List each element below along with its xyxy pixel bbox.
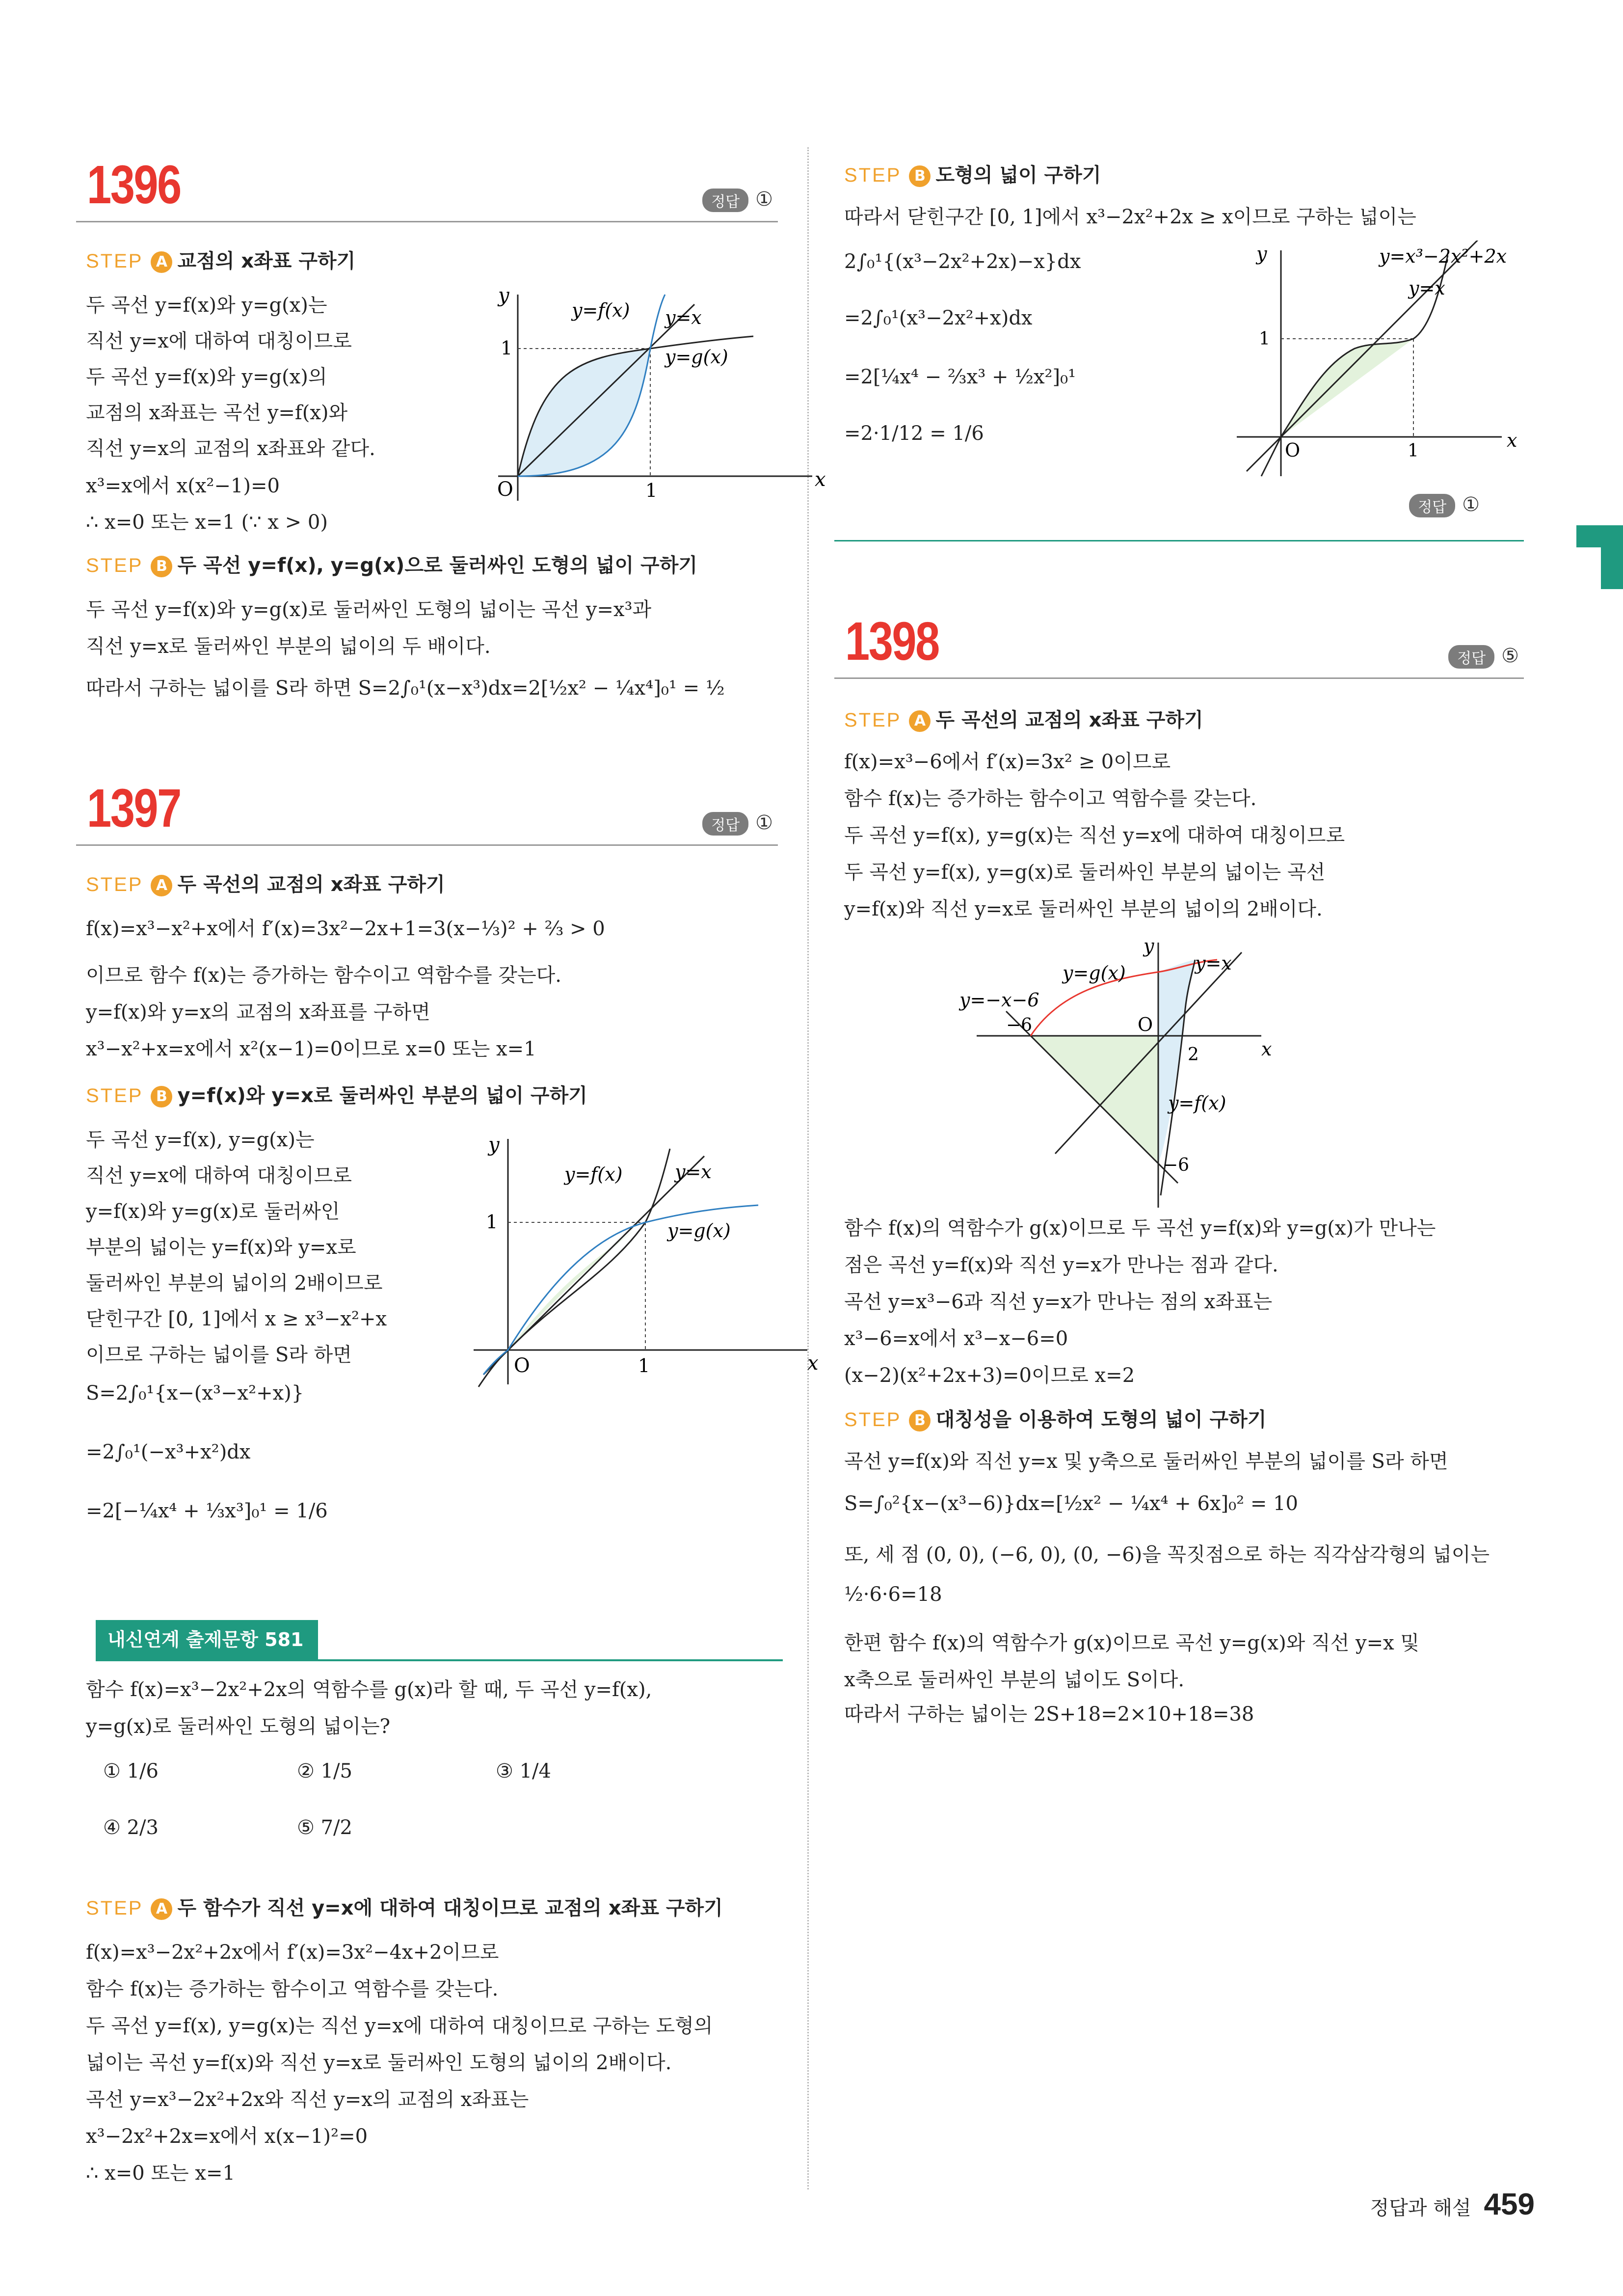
chapter-tab-top [1576, 525, 1623, 547]
label-x: x [807, 1352, 819, 1375]
p1396-line-b: 두 곡선 y=f(x)와 y=g(x)로 둘러싸인 도형의 넓이는 곡선 y=x³과 [86, 598, 652, 621]
answer-pill: 정답 [1448, 645, 1494, 669]
p1397-line-b: =2∫₀¹(−x³+x²)dx [86, 1441, 251, 1463]
label-g: y=g(x) [665, 346, 728, 368]
step-badge: A [909, 710, 931, 732]
p1397-line-b: 닫힌구간 [0, 1]에서 x ≥ x³−x²+x [86, 1308, 387, 1330]
right-line: =2∫₀¹(x³−2x²+x)dx [844, 307, 1033, 329]
p1396-line: ∴ x=0 또는 x=1 (∵ x > 0) [86, 511, 328, 534]
page-number: 459 [1484, 2188, 1535, 2221]
label-g: y=g(x) [667, 1220, 731, 1242]
step-badge: B [909, 165, 931, 187]
p1397-line: 이므로 함수 f(x)는 증가하는 함수이고 역함수를 갖는다. [86, 964, 562, 987]
label-y: y [498, 285, 509, 307]
p1398-line: 두 곡선 y=f(x), y=g(x)로 둘러싸인 부분의 넓이는 곡선 [844, 861, 1326, 884]
right-step-b [844, 160, 1101, 188]
p1398-graph [947, 933, 1340, 1208]
p1396-line: x³=x에서 x(x²−1)=0 [86, 475, 280, 497]
step-label: STEP [844, 1409, 902, 1431]
label-curve: y=x³−2x²+2x [1379, 245, 1507, 267]
step-title: 두 함수가 직선 y=x에 대하여 대칭이므로 교점의 x좌표 구하기 [177, 1897, 723, 1919]
p1397-line-b: S=2∫₀¹{x−(x³−x²+x)} [86, 1382, 304, 1405]
label-m6y: −6 [1163, 1155, 1190, 1175]
p1397-line-b: 직선 y=x에 대하여 대칭이므로 [86, 1164, 352, 1187]
step-title: 두 곡선의 교점의 x좌표 구하기 [935, 709, 1203, 731]
neshin-line: 넓이는 곡선 y=f(x)와 직선 y=x로 둘러싸인 도형의 넓이의 2배이다. [86, 2052, 672, 2074]
label-y: y [1144, 935, 1154, 957]
p1397-line-b: y=f(x)와 y=g(x)로 둘러싸인 [86, 1200, 340, 1223]
label-two: 2 [1188, 1045, 1199, 1065]
neshin-line: ∴ x=0 또는 x=1 [86, 2162, 235, 2185]
problem-number: 1398 [845, 611, 939, 672]
p1398-line2: x³−6=x에서 x³−x−6=0 [844, 1327, 1068, 1350]
step-badge: A [151, 875, 172, 896]
problem-1397-header [76, 771, 778, 846]
neshin-question: 함수 f(x)=x³−2x²+2x의 역함수를 g(x)라 할 때, 두 곡선 y=f(x), [86, 1678, 652, 1701]
neshin-option: ⑤ 7/2 [297, 1816, 352, 1839]
p1398-line2: 함수 f(x)의 역함수가 g(x)이므로 두 곡선 y=f(x)와 y=g(x)가 만나는 [844, 1217, 1436, 1240]
neshin-line: x³−2x²+2x=x에서 x(x−1)²=0 [86, 2125, 368, 2148]
p1396-line: 두 곡선 y=f(x)와 y=g(x)는 [86, 294, 327, 317]
p1396-graph [479, 285, 832, 511]
neshin-option: ① 1/6 [103, 1760, 159, 1783]
p1397-line-b: 부분의 넓이는 y=f(x)와 y=x로 [86, 1236, 356, 1259]
p1396-line: 교점의 x좌표는 곡선 y=f(x)와 [86, 402, 348, 424]
problem-1398-header [834, 604, 1524, 679]
right-line: 따라서 닫힌구간 [0, 1]에서 x³−2x²+2x ≥ x이므로 구하는 넓이는 [844, 206, 1416, 228]
label-origin: O [497, 478, 513, 501]
footer-text: 정답과 해설 [1370, 2197, 1471, 2219]
p1397-line: y=f(x)와 y=x의 교점의 x좌표를 구하면 [86, 1001, 430, 1024]
step-badge: B [151, 556, 172, 577]
label-x: x [1507, 430, 1517, 451]
p1398-line-b: S=∫₀²{x−(x³−6)}dx=[½x² − ¼x⁴ + 6x]₀² = 10 [844, 1492, 1298, 1515]
p1398-line: 두 곡선 y=f(x), y=g(x)는 직선 y=x에 대하여 대칭이므로 [844, 824, 1345, 847]
p1396-step-a [86, 245, 355, 273]
p1397-line-b: 둘러싸인 부분의 넓이의 2배이므로 [86, 1272, 383, 1295]
step-title: y=f(x)와 y=x로 둘러싸인 부분의 넓이 구하기 [177, 1084, 587, 1107]
problem-number: 1396 [87, 155, 181, 215]
right-line: 2∫₀¹{(x³−2x²+2x)−x}dx [844, 250, 1081, 273]
p1397-line: f(x)=x³−x²+x에서 f′(x)=3x²−2x+1=3(x−⅓)² + ⅔ > 0 [86, 918, 605, 940]
p1397-line-b: 두 곡선 y=f(x), y=g(x)는 [86, 1129, 315, 1151]
p1398-line-b: ½·6·6=18 [844, 1583, 942, 1606]
step-badge: B [151, 1086, 172, 1107]
neshin-step-a [86, 1892, 723, 1920]
neshin-line: 함수 f(x)는 증가하는 함수이고 역함수를 갖는다. [86, 1978, 499, 2000]
p1398-line-b: 곡선 y=f(x)와 직선 y=x 및 y축으로 둘러싸인 부분의 넓이를 S라 하면 [844, 1450, 1448, 1473]
p1398-line2: 곡선 y=x³−6과 직선 y=x가 만나는 점의 x좌표는 [844, 1291, 1273, 1313]
step-label: STEP [86, 250, 143, 272]
neshin-option: ③ 1/4 [496, 1760, 551, 1783]
p1397-graph [464, 1119, 827, 1394]
label-one-x: 1 [1408, 441, 1419, 461]
p1398-line2: (x−2)(x²+2x+3)=0이므로 x=2 [844, 1364, 1135, 1387]
neshin-line: 두 곡선 y=f(x), y=g(x)는 직선 y=x에 대하여 대칭이므로 구하는 도형의 [86, 2015, 713, 2037]
neshin-header [96, 1620, 783, 1661]
label-origin: O [1285, 439, 1301, 461]
label-y: y [1256, 243, 1267, 265]
p1397-line: x³−x²+x=x에서 x²(x−1)=0이므로 x=0 또는 x=1 [86, 1038, 536, 1060]
p1398-line: 함수 f(x)는 증가하는 함수이고 역함수를 갖는다. [844, 787, 1257, 810]
label-f: y=f(x) [564, 1163, 623, 1185]
problem-number: 1397 [87, 778, 181, 838]
p1398-line-b: 또, 세 점 (0, 0), (−6, 0), (0, −6)을 꼭짓점으로 하는 직각삼각형의 넓이는 [844, 1543, 1490, 1566]
right-graph [1227, 241, 1521, 486]
p1396-line-b: 따라서 구하는 넓이를 S라 하면 S=2∫₀¹(x−x³)dx=2[½x² − ¼x⁴]₀¹ = ½ [86, 677, 725, 700]
p1398-line-b: 한편 함수 f(x)의 역함수가 g(x)이므로 곡선 y=g(x)와 직선 y=x 및 [844, 1632, 1420, 1654]
p1398-line2: 점은 곡선 y=f(x)와 직선 y=x가 만나는 점과 같다. [844, 1254, 1278, 1276]
p1396-step-b [86, 550, 697, 578]
label-one-x: 1 [638, 1355, 650, 1377]
answer-mark [702, 811, 773, 836]
section-rule [834, 540, 1524, 541]
label-m6x: −6 [1006, 1015, 1033, 1035]
p1398-step-b [844, 1404, 1266, 1432]
step-badge: B [909, 1410, 931, 1432]
label-yx: y=x [1195, 952, 1232, 974]
answer-pill: 정답 [702, 812, 748, 836]
step-title: 대칭성을 이용하여 도형의 넓이 구하기 [935, 1408, 1267, 1431]
right-line: =2[¼x⁴ − ⅔x³ + ½x²]₀¹ [844, 366, 1076, 388]
label-one-y: 1 [501, 337, 513, 359]
p1398-line-b: 따라서 구하는 넓이는 2S+18=2×10+18=38 [844, 1703, 1254, 1726]
label-origin: O [1138, 1014, 1153, 1035]
p1396-line: 직선 y=x에 대하여 대칭이므로 [86, 330, 352, 352]
answer-value: ① [755, 188, 773, 211]
label-x: x [815, 468, 826, 491]
right-line: =2·1/12 = 1/6 [844, 422, 984, 445]
label-yx: y=x [665, 307, 702, 328]
step-badge: A [151, 251, 172, 273]
step-label: STEP [86, 874, 143, 895]
answer-mark [1448, 645, 1519, 669]
label-y: y [488, 1134, 500, 1156]
answer-value: ① [1462, 493, 1480, 516]
label-yx: y=x [675, 1161, 712, 1183]
label-one-y: 1 [486, 1211, 498, 1233]
region-s2 [1158, 1009, 1185, 1163]
neshin-line: f(x)=x³−2x²+2x에서 f′(x)=3x²−4x+2이므로 [86, 1941, 499, 1964]
step-title: 교점의 x좌표 구하기 [177, 250, 356, 272]
neshin-question: y=g(x)로 둘러싸인 도형의 넓이는? [86, 1715, 391, 1738]
step-label: STEP [86, 1085, 143, 1107]
answer-value: ⑤ [1501, 645, 1519, 667]
neshin-option: ④ 2/3 [103, 1816, 159, 1839]
neshin-line: 곡선 y=x³−2x²+2x와 직선 y=x의 교점의 x좌표는 [86, 2088, 529, 2111]
step-badge: A [151, 1898, 172, 1920]
p1397-step-a [86, 869, 445, 897]
label-g: y=g(x) [1063, 962, 1126, 984]
problem-1396-header [76, 147, 778, 222]
p1398-step-a [844, 704, 1203, 732]
step-label: STEP [86, 1897, 143, 1919]
p1398-line: y=f(x)와 직선 y=x로 둘러싸인 부분의 넓이의 2배이다. [844, 898, 1323, 920]
label-one-x: 1 [645, 480, 658, 501]
answer-mark [702, 188, 773, 212]
p1398-line-b: x축으로 둘러싸인 부분의 넓이도 S이다. [844, 1669, 1185, 1691]
p1397-step-b [86, 1080, 587, 1108]
neshin-option: ② 1/5 [297, 1760, 352, 1783]
answer-pill: 정답 [702, 189, 748, 212]
p1396-line-b: 직선 y=x로 둘러싸인 부분의 넓이의 두 배이다. [86, 635, 491, 658]
page-footer [1370, 2187, 1535, 2222]
label-f: y=f(x) [1168, 1092, 1226, 1114]
label-one-y: 1 [1259, 329, 1270, 349]
label-f: y=f(x) [572, 299, 630, 321]
p1396-line: 두 곡선 y=f(x)와 y=g(x)의 [86, 366, 327, 388]
answer-value: ① [755, 811, 773, 834]
step-title: 두 곡선 y=f(x), y=g(x)으로 둘러싸인 도형의 넓이 구하기 [177, 554, 697, 577]
label-yx: y=x [1409, 277, 1445, 299]
step-label: STEP [844, 164, 902, 186]
p1398-line: f(x)=x³−6에서 f′(x)=3x² ≥ 0이므로 [844, 751, 1171, 773]
step-title: 두 곡선의 교점의 x좌표 구하기 [177, 873, 445, 896]
answer-pill: 정답 [1409, 494, 1455, 517]
p1396-line: 직선 y=x의 교점의 x좌표와 같다. [86, 437, 375, 460]
label-x: x [1261, 1038, 1272, 1060]
neshin-tag: 내신연계 출제문항 581 [96, 1620, 318, 1659]
p1397-line-b: =2[−¼x⁴ + ⅓x³]₀¹ = 1/6 [86, 1500, 328, 1522]
step-title: 도형의 넓이 구하기 [935, 164, 1101, 187]
p1397-line-b: 이므로 구하는 넓이를 S라 하면 [86, 1344, 352, 1366]
label-line: y=−x−6 [959, 989, 1039, 1011]
label-origin: O [514, 1354, 530, 1377]
step-label: STEP [86, 555, 143, 576]
step-label: STEP [844, 709, 902, 731]
